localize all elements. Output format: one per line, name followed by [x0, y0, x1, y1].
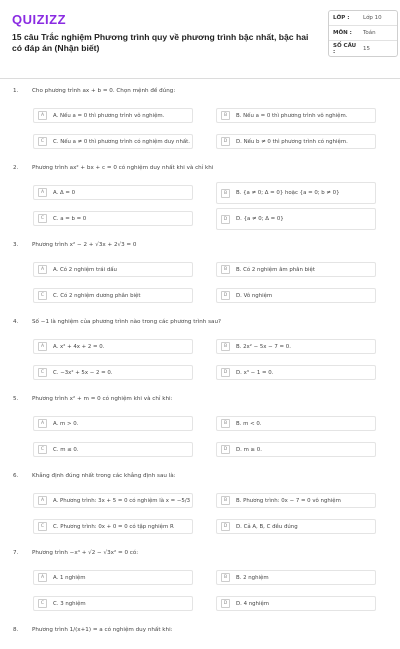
option-text: A. m > 0.	[53, 420, 79, 427]
option-row	[33, 211, 378, 237]
option-text: B. {a ≠ 0; Δ = 0} hoặc {a = 0; b ≠ 0}	[236, 190, 340, 196]
option-a[interactable]	[33, 416, 193, 431]
option-text: A. 1 nghiệm	[53, 574, 86, 581]
option-row	[33, 442, 378, 468]
option-c[interactable]	[33, 211, 193, 226]
question-list	[0, 86, 400, 649]
meta-label: LỚP :	[333, 15, 350, 21]
option-letter: A	[38, 265, 47, 274]
option-c[interactable]	[33, 519, 193, 534]
option-text: B. 2 nghiệm	[236, 574, 269, 581]
answer-options	[33, 185, 378, 237]
option-text: C. Nếu a ≠ 0 thì phương trình có nghiệm duy nhất.	[53, 138, 190, 145]
option-letter: A	[38, 111, 47, 120]
option-letter: B	[221, 111, 230, 120]
option-d[interactable]	[216, 134, 376, 149]
option-text: D. Nếu b ≠ 0 thì phương trình có nghiệm.	[236, 138, 348, 145]
meta-label: MÔN :	[333, 30, 352, 36]
meta-value: 15	[363, 45, 370, 52]
option-letter: C	[38, 599, 47, 608]
option-row	[33, 288, 378, 314]
option-c[interactable]	[33, 596, 193, 611]
option-text: A. Có 2 nghiệm trái dấu	[53, 266, 117, 273]
option-letter: A	[38, 573, 47, 582]
question-text: Khẳng định đúng nhất trong các khẳng định sau là:	[32, 473, 176, 479]
question-text: Phương trình x² − 2 + √3x + 2√3 = 0	[32, 242, 137, 248]
question-item	[0, 471, 400, 548]
option-row	[33, 262, 378, 288]
option-row	[33, 339, 378, 365]
question-number: 2.	[13, 165, 19, 171]
header-divider	[0, 78, 400, 79]
option-text: C. −3x² + 5x − 2 = 0.	[53, 369, 113, 376]
answer-options	[33, 416, 378, 468]
meta-row-class	[329, 11, 397, 26]
option-letter: C	[38, 291, 47, 300]
option-a[interactable]	[33, 570, 193, 585]
option-a[interactable]	[33, 493, 193, 508]
option-text: B. Có 2 nghiệm âm phân biệt	[236, 266, 315, 273]
worksheet-meta-box	[328, 10, 398, 57]
question-number: 3.	[13, 242, 19, 248]
option-letter: B	[221, 496, 230, 505]
option-letter: D	[221, 368, 230, 377]
option-text: B. 2x² − 5x − 7 = 0.	[236, 343, 291, 350]
answer-options	[33, 262, 378, 314]
answer-options	[33, 108, 378, 160]
option-letter: B	[221, 342, 230, 351]
option-letter: A	[38, 188, 47, 197]
option-letter: C	[38, 214, 47, 223]
option-row	[33, 519, 378, 545]
option-text: D. {a ≠ 0; Δ = 0}	[236, 216, 284, 222]
option-a[interactable]	[33, 108, 193, 123]
meta-row-question-count	[329, 41, 397, 56]
question-item	[0, 86, 400, 163]
option-c[interactable]	[33, 134, 193, 149]
question-item	[0, 394, 400, 471]
option-letter: C	[38, 368, 47, 377]
question-item	[0, 163, 400, 240]
option-row	[33, 108, 378, 134]
option-row	[33, 416, 378, 442]
option-d[interactable]	[216, 208, 376, 230]
answer-options	[33, 339, 378, 391]
option-b[interactable]	[216, 182, 376, 204]
option-a[interactable]	[33, 185, 193, 200]
option-text: A. Nếu a = 0 thì phương trình vô nghiệm.	[53, 112, 165, 119]
answer-options	[33, 493, 378, 545]
question-number: 5.	[13, 396, 19, 402]
option-row	[33, 493, 378, 519]
meta-row-subject	[329, 26, 397, 41]
option-letter: A	[38, 419, 47, 428]
option-letter: A	[38, 496, 47, 505]
option-text: C. a = b = 0	[53, 215, 87, 222]
option-a[interactable]	[33, 262, 193, 277]
option-row	[33, 570, 378, 596]
option-letter: B	[221, 573, 230, 582]
meta-value: Toán	[363, 30, 376, 36]
question-text: Phương trình ax² + bx + c = 0 có nghiệm duy nhất khi và chỉ khi	[32, 165, 214, 171]
question-item	[0, 625, 400, 649]
meta-label: SỐ CÂU :	[333, 42, 357, 55]
option-text: C. 3 nghiệm	[53, 600, 86, 607]
option-c[interactable]	[33, 288, 193, 303]
option-letter: D	[221, 137, 230, 146]
option-text: B. Nếu a = 0 thì phương trình vô nghiệm.	[236, 112, 348, 119]
question-number: 4.	[13, 319, 19, 325]
option-letter: B	[221, 265, 230, 274]
option-b[interactable]	[216, 416, 376, 431]
answer-options	[33, 570, 378, 622]
option-row	[33, 596, 378, 622]
option-text: A. Phương trình: 3x + 5 = 0 có nghiệm là x = −5/3	[53, 497, 191, 504]
option-d[interactable]	[216, 519, 376, 534]
question-number: 7.	[13, 550, 19, 556]
option-text: A. x² + 4x + 2 = 0.	[53, 343, 105, 350]
question-text: Phương trình 1/(x+1) = a có nghiệm duy nhất khi:	[32, 627, 173, 633]
option-text: D. Cả A, B, C đều đúng	[236, 523, 298, 530]
option-c[interactable]	[33, 442, 193, 457]
option-letter: D	[221, 599, 230, 608]
option-text: C. Phương trình: 0x + 0 = 0 có tập nghiệm R	[53, 523, 174, 530]
option-letter: D	[221, 291, 230, 300]
option-row	[33, 365, 378, 391]
option-text: C. m ≤ 0.	[53, 446, 79, 453]
option-b[interactable]	[216, 339, 376, 354]
option-b[interactable]	[216, 493, 376, 508]
option-text: D. m ≥ 0.	[236, 446, 262, 453]
question-text: Phương trình −x⁴ + √2 − √3x² = 0 có:	[32, 550, 139, 556]
option-text: A. Δ = 0	[53, 189, 76, 196]
question-number: 8.	[13, 627, 19, 633]
option-a[interactable]	[33, 339, 193, 354]
question-item	[0, 240, 400, 317]
option-row	[33, 134, 378, 160]
option-text: D. 4 nghiệm	[236, 600, 270, 607]
option-letter: D	[221, 215, 230, 224]
question-text: Phương trình x² + m = 0 có nghiệm khi và chỉ khi:	[32, 396, 173, 402]
option-d[interactable]	[216, 596, 376, 611]
option-d[interactable]	[216, 365, 376, 380]
option-letter: B	[221, 419, 230, 428]
meta-value: Lớp 10	[363, 15, 382, 21]
question-number: 1.	[13, 88, 19, 94]
worksheet-title: 15 câu Trắc nghiệm Phương trình quy về phương trình bậc nhất, bậc hai có đáp án (Nhận biết)	[12, 32, 309, 53]
option-text: D. x³ − 1 = 0.	[236, 369, 274, 376]
question-text: Số −1 là nghiệm của phương trình nào trong các phương trình sau?	[32, 319, 221, 325]
option-b[interactable]	[216, 262, 376, 277]
question-item	[0, 548, 400, 625]
question-text: Cho phương trình ax + b = 0. Chọn mệnh đề đúng:	[32, 88, 176, 94]
option-b[interactable]	[216, 108, 376, 123]
question-number: 6.	[13, 473, 19, 479]
option-b[interactable]	[216, 570, 376, 585]
option-letter: B	[221, 189, 230, 198]
option-text: D. Vô nghiệm	[236, 292, 273, 299]
option-letter: C	[38, 137, 47, 146]
option-letter: C	[38, 445, 47, 454]
option-letter: D	[221, 522, 230, 531]
option-letter: C	[38, 522, 47, 531]
option-text: B. m < 0.	[236, 420, 262, 427]
option-letter: A	[38, 342, 47, 351]
option-d[interactable]	[216, 288, 376, 303]
option-text: B. Phương trình: 0x − 7 = 0 vô nghiệm	[236, 497, 341, 504]
option-d[interactable]	[216, 442, 376, 457]
option-c[interactable]	[33, 365, 193, 380]
option-text: C. Có 2 nghiệm dương phân biệt	[53, 292, 141, 299]
quizizz-logo: QUIZIZZ	[12, 12, 67, 27]
option-letter: D	[221, 445, 230, 454]
question-item	[0, 317, 400, 394]
